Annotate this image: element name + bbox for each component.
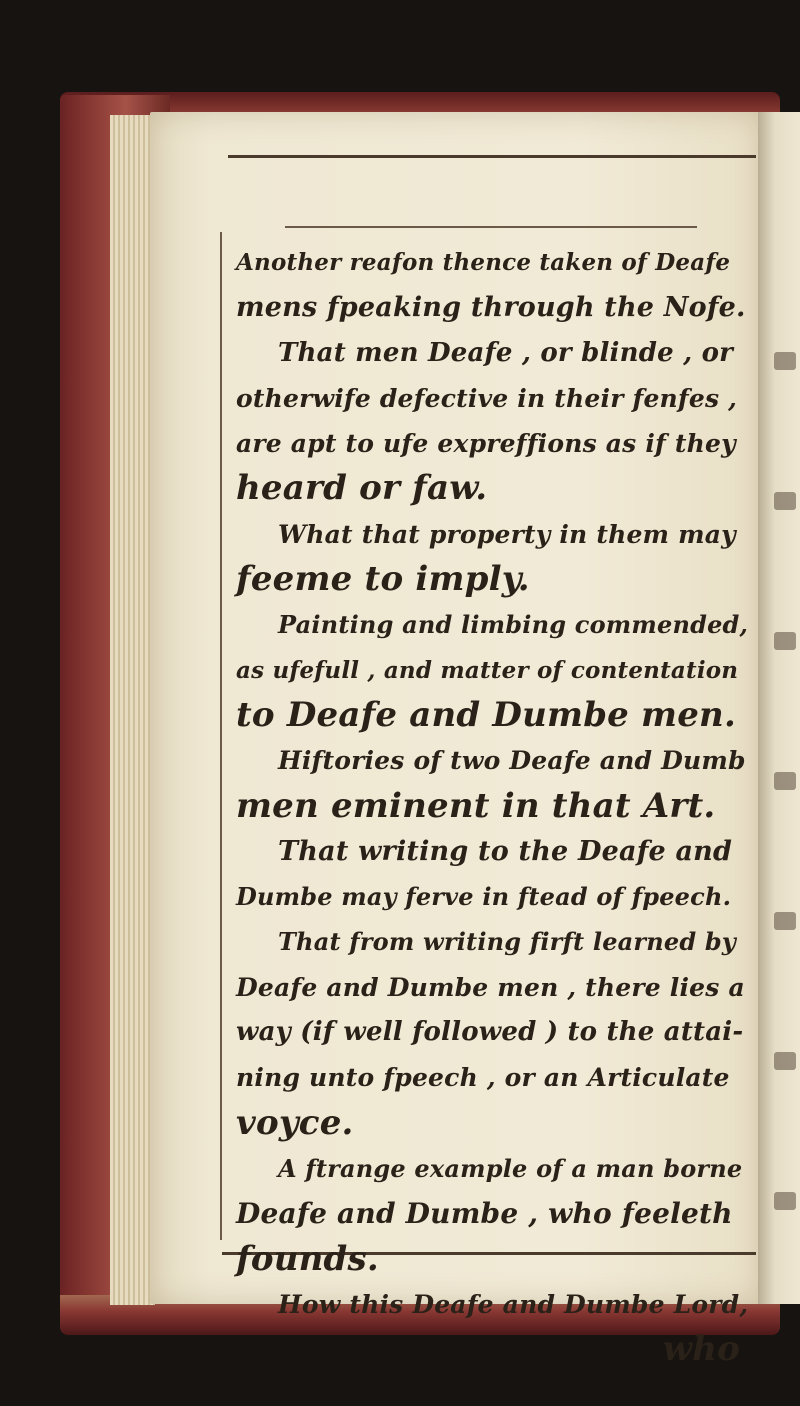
text-line: Deafe and Dumbe , who feeleth xyxy=(236,1197,733,1231)
header-rule xyxy=(285,226,697,228)
page-edges xyxy=(110,115,155,1305)
text-line: mens fpeaking through the Nofe. xyxy=(236,292,746,324)
catchword: who xyxy=(662,1329,740,1370)
show-through-mark xyxy=(774,632,796,650)
text-line: What that property in them may xyxy=(278,519,736,549)
text-line: Dumbe may ferve in ftead of fpeech. xyxy=(236,882,732,912)
show-through-mark xyxy=(774,352,796,370)
text-line: Hiftories of two Deafe and Dumb xyxy=(278,746,746,776)
text-line: A ftrange example of a man borne xyxy=(278,1153,743,1183)
margin-rule xyxy=(220,232,222,1240)
text-line: That from writing firft learned by xyxy=(278,927,737,957)
top-rule xyxy=(228,155,756,158)
text-line: men eminent in that Art. xyxy=(236,785,716,826)
text-line: founds. xyxy=(236,1238,379,1279)
show-through-mark xyxy=(774,772,796,790)
text-line: How this Deafe and Dumbe Lord, xyxy=(278,1289,749,1319)
text-line: That writing to the Deafe and xyxy=(278,835,733,867)
show-through-mark xyxy=(774,1052,796,1070)
text-line: Deafe and Dumbe men , there lies a xyxy=(236,972,745,1002)
show-through-mark xyxy=(774,492,796,510)
text-line: as ufefull , and matter of contentation xyxy=(236,656,739,684)
text-line: Painting and limbing commended, xyxy=(278,610,749,640)
text-line: are apt to ufe expreffions as if they xyxy=(236,429,736,459)
text-line: ning unto fpeech , or an Articulate xyxy=(236,1063,730,1093)
show-through-mark xyxy=(774,1192,796,1210)
text-line: otherwife defective in their fenfes , xyxy=(236,383,738,413)
text-line: voyce. xyxy=(236,1102,354,1143)
text-line: That men Deafe , or blinde , or xyxy=(278,337,734,368)
show-through-mark xyxy=(774,912,796,930)
text-line: to Deafe and Dumbe men. xyxy=(236,694,737,735)
text-line: feeme to imply. xyxy=(236,559,530,600)
text-line: way (if well followed ) to the attai- xyxy=(236,1017,744,1048)
text-line: heard or faw. xyxy=(236,468,488,509)
text-line: Another reafon thence taken of Deafe xyxy=(236,249,731,276)
facing-page-edge xyxy=(758,112,800,1304)
table-of-contents-text xyxy=(236,240,748,1372)
